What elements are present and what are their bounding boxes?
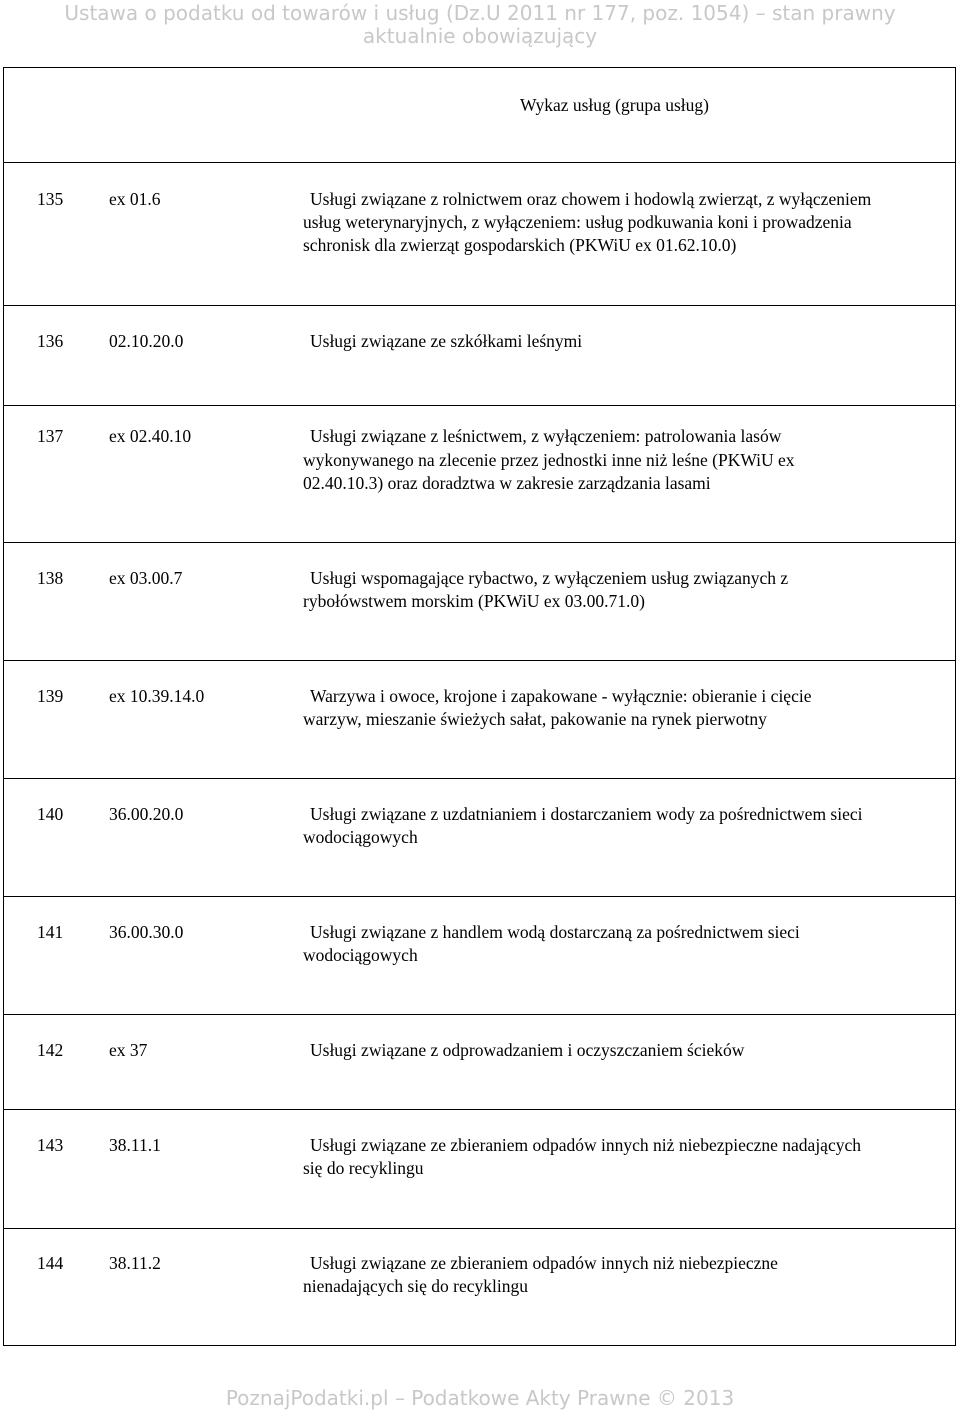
- pkwiu-code: ex 03.00.7: [109, 568, 183, 588]
- row-number: 137: [37, 426, 64, 446]
- row-divider: [3, 1109, 956, 1110]
- pkwiu-code: ex 37: [109, 1040, 148, 1060]
- row-number: 136: [37, 331, 64, 351]
- row-divider: [3, 405, 956, 406]
- service-description-line: Usługi związane z leśnictwem, z wyłączeniem: patrolowania lasów: [310, 426, 782, 446]
- pkwiu-code: 38.11.1: [109, 1135, 161, 1155]
- service-description-line: wodociągowych: [303, 945, 418, 965]
- service-description-line: nienadających się do recyklingu: [303, 1276, 528, 1296]
- pkwiu-code: 38.11.2: [109, 1253, 161, 1273]
- row-divider: [3, 305, 956, 306]
- row-divider: [3, 896, 956, 897]
- header-title-line1: Ustawa o podatku od towarów i usług (Dz.U 2011 nr 177, poz. 1054) – stan prawny: [64, 1, 896, 25]
- row-number: 144: [37, 1253, 64, 1273]
- row-number: 140: [37, 804, 64, 824]
- row-number: 138: [37, 568, 64, 588]
- service-description-line: wykonywanego na zlecenie przez jednostki inne niż leśne (PKWiU ex: [303, 450, 795, 470]
- row-number: 142: [37, 1040, 64, 1060]
- service-description-line: schronisk dla zwierząt gospodarskich (PKWiU ex 01.62.10.0): [303, 235, 737, 255]
- service-description-line: 02.40.10.3) oraz doradztwa w zakresie zarządzania lasami: [303, 473, 711, 493]
- service-description-line: Usługi związane z rolnictwem oraz chowem i hodowlą zwierząt, z wyłączeniem: [310, 189, 872, 209]
- row-divider: [3, 660, 956, 661]
- service-description-line: Usługi związane ze zbieraniem odpadów innych niż niebezpieczne: [310, 1253, 778, 1273]
- service-description-line: rybołówstwem morskim (PKWiU ex 03.00.71.0): [303, 591, 645, 611]
- pkwiu-code: 36.00.30.0: [109, 922, 184, 942]
- pkwiu-code: 02.10.20.0: [109, 331, 184, 351]
- service-description-line: się do recyklingu: [303, 1158, 424, 1178]
- pkwiu-code: ex 01.6: [109, 189, 161, 209]
- service-description-line: Usługi związane z handlem wodą dostarczaną za pośrednictwem sieci: [310, 922, 800, 942]
- document-footer: PoznajPodatki.pl – Podatkowe Akty Prawne © 2013: [225, 1386, 735, 1410]
- service-description-line: Usługi związane ze szkółkami leśnymi: [310, 331, 583, 351]
- service-description-line: warzyw, mieszanie świeżych sałat, pakowanie na rynek pierwotny: [303, 709, 767, 729]
- service-description-line: wodociągowych: [303, 827, 418, 847]
- pkwiu-code: 36.00.20.0: [109, 804, 184, 824]
- pkwiu-code: ex 10.39.14.0: [109, 686, 205, 706]
- service-description-line: usług weterynaryjnych, z wyłączeniem: usług podkuwania koni i prowadzenia: [303, 212, 852, 232]
- row-divider: [3, 778, 956, 779]
- row-divider: [3, 1228, 956, 1229]
- row-divider: [3, 542, 956, 543]
- pkwiu-code: ex 02.40.10: [109, 426, 192, 446]
- row-number: 135: [37, 189, 64, 209]
- service-description-line: Usługi związane ze zbieraniem odpadów innych niż niebezpieczne nadających: [310, 1135, 861, 1155]
- header-title-line2: aktualnie obowiązujący: [362, 24, 598, 48]
- row-divider: [3, 1014, 956, 1015]
- service-description-line: Usługi wspomagające rybactwo, z wyłączeniem usług związanych z: [310, 568, 789, 588]
- row-number: 143: [37, 1135, 64, 1155]
- row-number: 141: [37, 922, 64, 942]
- row-divider: [3, 162, 956, 163]
- service-description-line: Usługi związane z uzdatnianiem i dostarczaniem wody za pośrednictwem sieci: [310, 804, 863, 824]
- service-description-line: Usługi związane z odprowadzaniem i oczyszczaniem ścieków: [310, 1040, 745, 1060]
- row-number: 139: [37, 686, 64, 706]
- section-title: Wykaz usług (grupa usług): [520, 95, 709, 115]
- service-description-line: Warzywa i owoce, krojone i zapakowane - wyłącznie: obieranie i cięcie: [310, 686, 812, 706]
